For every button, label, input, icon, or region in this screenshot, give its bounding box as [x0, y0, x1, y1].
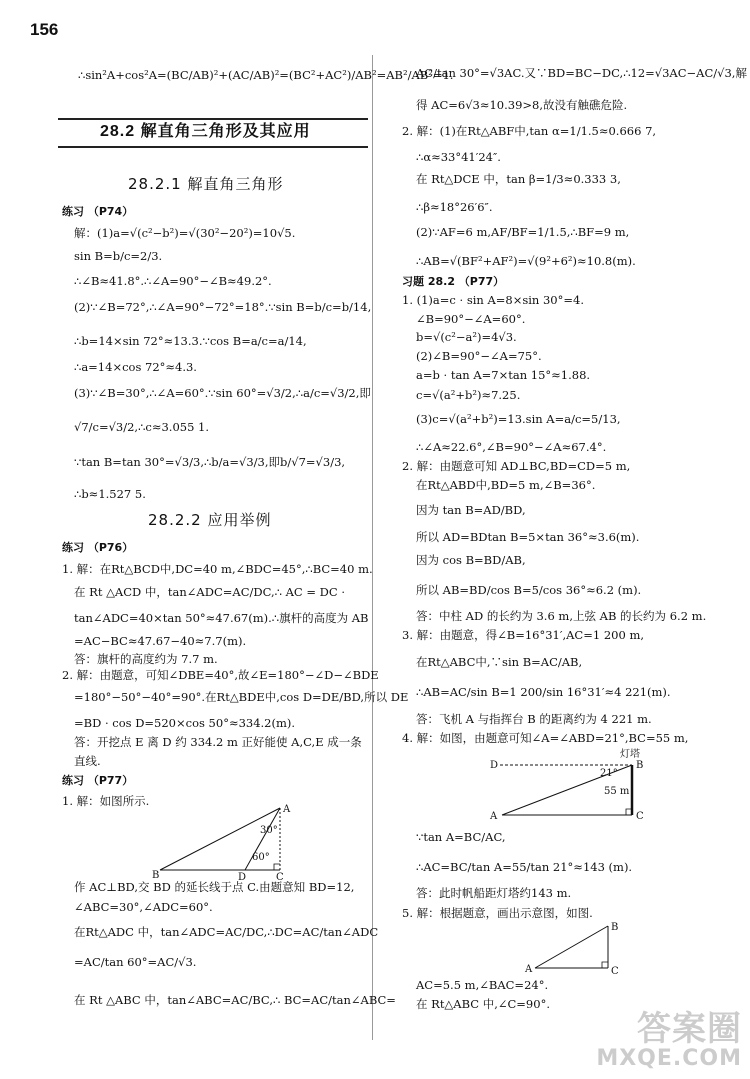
answer-line: ∠B=90°−∠A=60°. — [416, 312, 526, 326]
answer-line: 5. 解：根据题意，画出示意图，如图. — [402, 906, 593, 920]
answer-line: 1. 解：如图所示. — [62, 794, 150, 808]
answer-line: 解：(1)a=√(c²−b²)=√(30²−20²)=10√5. — [74, 226, 296, 240]
answer-line: 3. 解：由题意，得∠B=16°31′,AC=1 200 m, — [402, 628, 645, 642]
answer-line: 在 Rt △ACD 中，tan∠ADC=AC/DC,∴ AC = DC · — [74, 585, 345, 599]
answer-line: ∴b≈1.527 5. — [74, 487, 146, 501]
answer-line: 得 AC=6√3≈10.39>8,故没有触礁危险. — [416, 98, 628, 112]
answer-line: 在Rt△ABD中,BD=5 m,∠B=36°. — [416, 478, 596, 492]
top-formula: ∴sin²A+cos²A=(BC/AB)²+(AC/AB)²=(BC²+AC²)/AB²=AB²/AB²=1. — [78, 68, 454, 82]
answer-line: 4. 解：如图，由题意可知∠A=∠ABD=21°,BC=55 m, — [402, 731, 689, 745]
answer-line: 所以 AD=BDtan B=5×tan 36°≈3.6(m). — [416, 530, 640, 544]
answer-line: ∵tan B=tan 30°=√3/3,∴b/a=√3/3,即b/√7=√3/3, — [74, 455, 346, 469]
answer-line: 答：此时帆船距灯塔约143 m. — [416, 886, 572, 900]
answer-line: (2)∵AF=6 m,AF/BF=1/1.5,∴BF=9 m, — [416, 225, 630, 239]
answer-line: ∴AC=BC/tan A=55/tan 21°≈143 (m). — [416, 860, 633, 874]
angle-30: 30° — [260, 825, 278, 836]
answer-line: =180°−50°−40°=90°.在Rt△BDE中,cos D=DE/BD,所以 DE — [74, 690, 409, 704]
subsection-title-2: 28.2.2 应用举例 — [148, 511, 272, 529]
answer-line: ∴AB=AC/sin B=1 200/sin 16°31′≈4 221(m). — [416, 685, 671, 699]
answer-line: ∴∠B≈41.8°.∴∠A=90°−∠B≈49.2°. — [74, 274, 272, 288]
answer-line: =AC/tan 60°=AC/√3. — [74, 955, 197, 969]
answer-line: sin B=b/c=2/3. — [74, 249, 163, 263]
label-a: A — [490, 811, 498, 822]
answer-line: 1. 解：在Rt△BCD中,DC=40 m,∠BDC=45°,∴BC=40 m. — [62, 562, 373, 576]
answer-line: 在Rt△ABC中,∵sin B=AC/AB, — [416, 655, 583, 669]
answer-line: ∵tan A=BC/AC, — [416, 830, 506, 844]
answer-line: 因为 cos B=BD/AB, — [416, 553, 526, 567]
answer-line: b=√(c²−a²)=4√3. — [416, 330, 517, 344]
answer-line: 1. (1)a=c · sin A=8×sin 30°=4. — [402, 293, 584, 307]
answer-line: 答：中柱 AD 的长约为 3.6 m,上弦 AB 的长约为 6.2 m. — [416, 609, 707, 623]
answer-line: 2. 解：由题意，可知∠DBE=40°,故∠E=180°−∠D−∠BDE — [62, 668, 379, 682]
answer-line: AC/tan 30°=√3AC.又∵BD=BC−DC,∴12=√3AC−AC/√3,解 — [416, 66, 747, 80]
answer-line: 答：旗杆的高度约为 7.7 m. — [74, 652, 218, 666]
figure-3 — [520, 920, 630, 980]
answer-line: ∴∠A≈22.6°,∠B=90°−∠A≈67.4°. — [416, 440, 607, 454]
length-55m: 55 m — [604, 786, 630, 797]
subsection-title-1: 28.2.1 解直角三角形 — [128, 175, 284, 193]
figure-2 — [480, 745, 650, 825]
answer-line: 在 Rt △ABC 中，tan∠ABC=AC/BC,∴ BC=AC/tan∠ABC= — [74, 993, 396, 1007]
answer-line: 答：飞机 A 与指挥台 B 的距离约为 4 221 m. — [416, 712, 652, 726]
answer-line: ∴α≈33°41′24″. — [416, 150, 501, 164]
answer-line: ∴AB=√(BF²+AF²)=√(9²+6²)≈10.8(m). — [416, 254, 636, 268]
answer-line: 作 AC⊥BD,交 BD 的延长线于点 C.由题意知 BD=12, — [74, 880, 355, 894]
answer-line: 答：开挖点 E 离 D 约 334.2 m 正好能使 A,C,E 成一条 — [74, 735, 362, 749]
answer-line: (3)∵∠B=30°,∴∠A=60°.∵sin 60°=√3/2,∴a/c=√3/2,即 — [74, 386, 371, 400]
answer-line: (3)c=√(a²+b²)=13.sin A=a/c=5/13, — [416, 412, 621, 426]
answer-line: 2. 解：(1)在Rt△ABF中,tan α=1/1.5≈0.666 7, — [402, 124, 657, 138]
answer-line: √7/c=√3/2,∴c≈3.055 1. — [74, 420, 210, 434]
answer-line: a=b · tan A=7×tan 15°≈1.88. — [416, 368, 591, 382]
exercise-label-p77: 练习 （P77） — [62, 774, 134, 787]
watermark — [596, 1011, 742, 1071]
tower-label: 灯塔 — [620, 749, 640, 760]
label-b: B — [611, 922, 619, 933]
label-a: A — [525, 964, 533, 975]
watermark-line-1: 答案圈 — [637, 1009, 742, 1049]
answer-line: ∴b=14×sin 72°≈13.3.∵cos B=a/c=a/14, — [74, 334, 307, 348]
section-rule-bottom — [58, 146, 368, 148]
answer-line: 在 Rt△ABC 中,∠C=90°. — [416, 997, 550, 1011]
exercise-label-homework: 习题 28.2 （P77） — [402, 275, 505, 288]
answer-line: 所以 AB=BD/cos B=5/cos 36°≈6.2 (m). — [416, 583, 642, 597]
answer-line: =BD · cos D=520×cos 50°≈334.2(m). — [74, 716, 296, 730]
answer-line: 在Rt△ADC 中，tan∠ADC=AC/DC,∴DC=AC/tan∠ADC — [74, 925, 379, 939]
line-ab — [535, 926, 608, 968]
label-c: C — [276, 872, 284, 880]
answer-line: ∴a=14×cos 72°≈4.3. — [74, 360, 197, 374]
answer-line: c=√(a²+b²)≈7.25. — [416, 388, 521, 402]
answer-line: tan∠ADC=40×tan 50°≈47.67(m).∴旗杆的高度为 AB — [74, 611, 369, 625]
label-b: B — [152, 870, 160, 880]
column-divider — [372, 55, 373, 1040]
exercise-label-p76: 练习 （P76） — [62, 541, 134, 554]
section-rule-top — [58, 118, 368, 120]
label-c: C — [611, 966, 619, 977]
answer-line: 2. 解：由题意可知 AD⊥BC,BD=CD=5 m, — [402, 459, 631, 473]
answer-line: 因为 tan B=AD/BD, — [416, 503, 526, 517]
angle-21: 21° — [600, 768, 618, 779]
answer-line: 在 Rt△DCE 中，tan β=1/3≈0.333 3, — [416, 172, 621, 186]
answer-line: (2)∠B=90°−∠A=75°. — [416, 349, 542, 363]
answer-line: ∠ABC=30°,∠ADC=60°. — [74, 900, 213, 914]
exercise-label-p74: 练习 （P74） — [62, 205, 134, 218]
label-d: D — [490, 760, 499, 771]
angle-60: 60° — [252, 852, 270, 863]
answer-line: ∴β≈18°26′6″. — [416, 200, 493, 214]
right-angle-mark — [602, 962, 608, 968]
figure-1 — [150, 800, 300, 880]
answer-line: (2)∵∠B=72°,∴∠A=90°−72°=18°.∵sin B=b/c=b/14, — [74, 300, 372, 314]
section-title: 28.2 解直角三角形及其应用 — [100, 123, 311, 140]
label-c: C — [636, 811, 644, 822]
label-d: D — [238, 872, 247, 880]
label-a: A — [283, 804, 291, 815]
answer-line: =AC−BC≈47.67−40≈7.7(m). — [74, 634, 247, 648]
answer-line: AC=5.5 m,∠BAC=24°. — [416, 978, 549, 992]
watermark-line-2: MXQE.COM — [596, 1046, 742, 1071]
label-b: B — [636, 760, 644, 771]
right-angle-mark — [274, 864, 280, 870]
answer-line: 直线. — [74, 754, 101, 768]
page-number: 156 — [30, 20, 59, 39]
